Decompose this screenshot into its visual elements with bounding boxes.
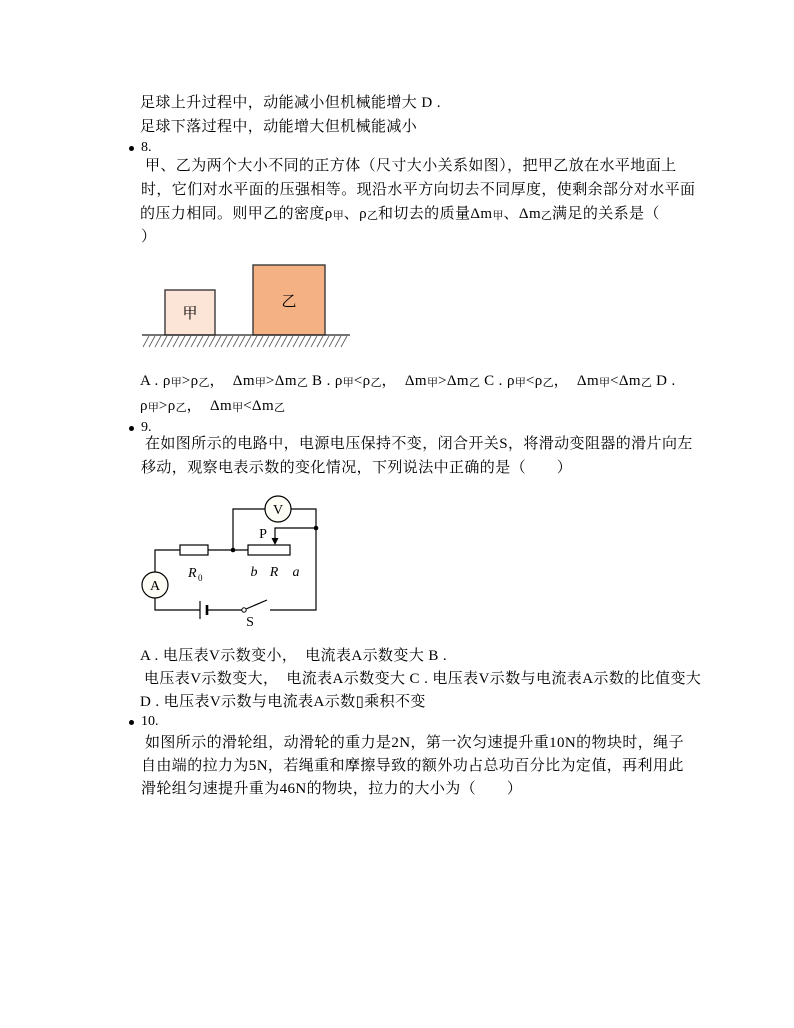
slider-arrow-icon	[272, 538, 279, 545]
subscript: 甲	[492, 210, 504, 222]
circuit-diagram	[130, 488, 330, 630]
question-stem-line	[140, 204, 660, 226]
fixed-resistor-subscript: 0	[198, 573, 203, 583]
subscript: 乙	[366, 210, 378, 222]
subscript: 甲	[342, 377, 354, 389]
switch-pivot	[242, 608, 246, 612]
question-stem-line: 移动，观察电表示数的变化情况，下列说法中正确的是（ ）	[141, 460, 573, 476]
cube-yi-label: 乙	[281, 294, 297, 310]
ammeter-label: A	[149, 579, 161, 594]
text-run: >Δm	[265, 373, 297, 389]
subscript: 甲	[170, 377, 182, 389]
question-stem-line: 自由端的拉力为5N，若绳重和摩擦导致的额外功占总功百分比为定值，再利用此	[141, 758, 684, 774]
text-run: <Δm	[610, 373, 641, 389]
question-stem-line: 如图所示的滑轮组，动滑轮的重力是2N，第一次匀速提升重10N的物块时，绳子	[145, 735, 684, 751]
slider-label: P	[259, 527, 267, 542]
text-run: ρ	[140, 398, 148, 414]
wire	[155, 509, 316, 610]
text-run: A . ρ	[140, 373, 171, 389]
question-number: 9.	[141, 420, 152, 435]
voltmeter-label: V	[272, 503, 284, 518]
subscript: 乙	[542, 377, 554, 389]
subscript: 乙	[370, 377, 382, 389]
question-number: 10.	[141, 714, 159, 729]
text-run: D .	[652, 373, 676, 389]
question-stem-line: 滑轮组匀速提升重为46N的物块，拉力的大小为（ ）	[141, 781, 523, 797]
subscript: 乙	[541, 210, 553, 222]
subscript: 乙	[175, 402, 187, 414]
options-line: 电压表V示数变大， 电流表A示数变大 C . 电压表V示数与电流表A示数的比值变大	[144, 671, 702, 687]
cube-jia-label: 甲	[182, 306, 198, 322]
subscript: 乙	[641, 377, 652, 389]
subscript: 甲	[599, 377, 611, 389]
slider-wire	[275, 528, 316, 539]
rheostat	[248, 545, 290, 555]
subscript: 甲	[232, 402, 244, 414]
text-run: 、Δm	[503, 206, 542, 222]
cubes-figure	[138, 256, 354, 352]
rheostat-end-a-label: a	[292, 565, 300, 580]
subscript: 乙	[296, 377, 308, 389]
list-bullet	[129, 146, 134, 151]
subscript: 甲	[514, 377, 526, 389]
text-run: <ρ	[353, 373, 371, 389]
subscript: 甲	[426, 377, 438, 389]
text-run: ， Δm	[381, 373, 427, 389]
junction-dot	[231, 548, 236, 553]
text-run: >Δm	[437, 373, 469, 389]
options-line: A . 电压表V示数变小， 电流表A示数变大 B .	[140, 648, 448, 664]
list-bullet	[129, 426, 134, 431]
subscript: 甲	[254, 377, 266, 389]
text-run: <ρ	[525, 373, 543, 389]
subscript: 甲	[332, 210, 344, 222]
rheostat-end-b-label: b	[250, 565, 258, 580]
rheostat-label: R	[269, 565, 279, 580]
junction-dot	[314, 526, 319, 531]
text-run: 、ρ	[343, 206, 367, 222]
options-line	[140, 371, 676, 393]
subscript: 乙	[274, 402, 286, 414]
ground-hatch	[143, 336, 347, 347]
subscript: 甲	[147, 402, 159, 414]
text-run: ， Δm	[553, 373, 600, 389]
text-run: ， Δm	[186, 398, 233, 414]
text-run: ， Δm	[209, 373, 255, 389]
subscript: 乙	[468, 377, 480, 389]
question-stem-line: 时，它们对水平面的压强相等。现沿水平方向切去不同厚度，使剩余部分对水平面	[141, 182, 696, 198]
option-text-line: 足球下落过程中，动能增大但机械能减小	[140, 119, 418, 135]
text-run: >ρ	[181, 373, 199, 389]
circuit-wires	[155, 509, 316, 610]
switch-label: S	[246, 615, 254, 630]
switch-lever	[246, 600, 267, 609]
subscript: 乙	[198, 377, 210, 389]
fixed-resistor	[180, 545, 208, 555]
text-run: 的压力相同。则甲乙的密度ρ	[140, 206, 333, 222]
text-run: 和切去的质量Δm	[377, 206, 493, 222]
list-bullet	[129, 720, 134, 725]
text-run: >ρ	[158, 398, 176, 414]
question-stem-line: 甲、乙为两个大小不同的正方体（尺寸大小关系如图），把甲乙放在水平地面上	[145, 158, 677, 174]
text-run: C . ρ	[479, 373, 515, 389]
text-run: B . ρ	[307, 373, 343, 389]
text-run: <Δm	[243, 398, 275, 414]
fixed-resistor-label: R	[188, 566, 197, 581]
options-line	[140, 396, 285, 418]
question-stem-line: 在如图所示的电路中，电源电压保持不变，闭合开关S，将滑动变阻器的滑片向左	[145, 436, 693, 452]
question-number: 8.	[141, 140, 152, 155]
option-text-line: 足球上升过程中，动能减小但机械能增大 D .	[140, 95, 441, 111]
options-line: D . 电压表V示数与电流表A示数▯乘积不变	[140, 694, 426, 710]
question-stem-line: ）	[141, 229, 157, 245]
text-run: 满足的关系是（	[552, 206, 660, 222]
